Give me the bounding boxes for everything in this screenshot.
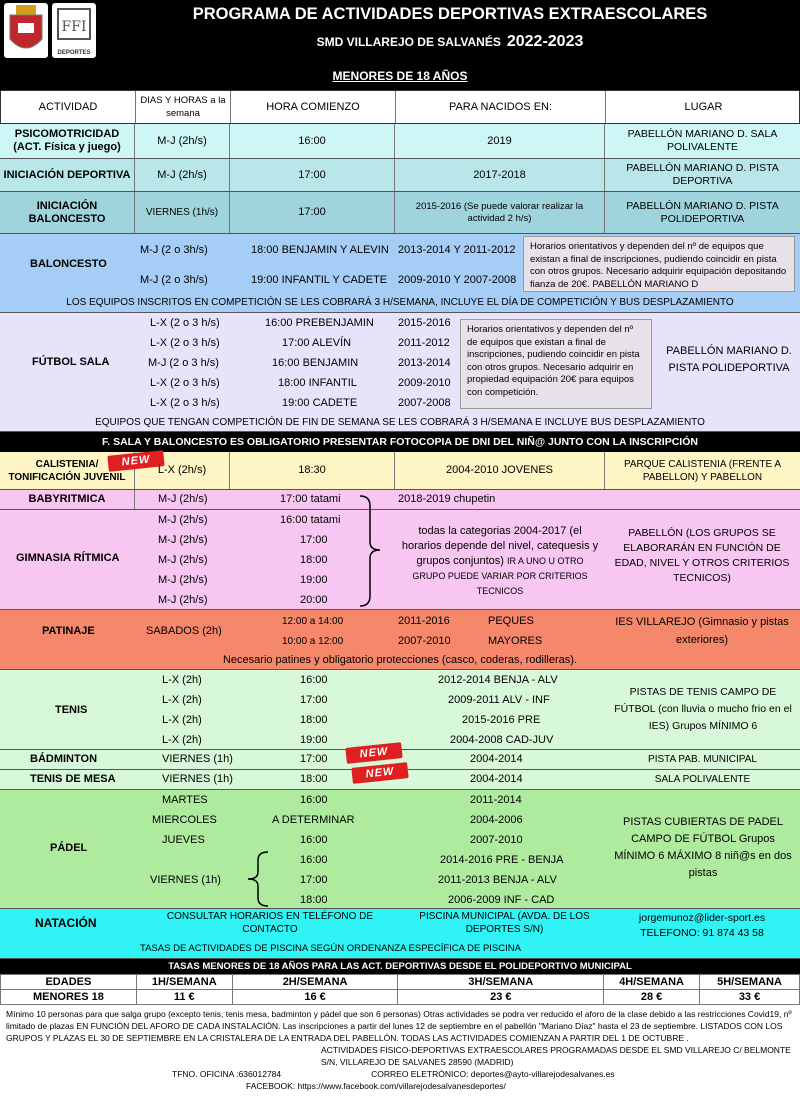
start-time: 16:00 bbox=[300, 834, 328, 846]
born-years: 2019 bbox=[395, 124, 605, 158]
born-years: 2013-2014 Y 2011-2012 bbox=[398, 244, 516, 256]
row-iniciacion-baloncesto bbox=[0, 192, 800, 234]
start-time: 20:00 bbox=[300, 594, 328, 606]
days: M-J (2h/s) bbox=[158, 493, 208, 505]
natacion-fees: TASAS DE ACTIVIDADES DE PISCINA SEGÚN ORDENANZA ESPECÍFICA DE PISCINA bbox=[140, 943, 521, 954]
activity-name: TENIS bbox=[55, 704, 88, 716]
row-natacion bbox=[0, 909, 800, 959]
place: PABELLÓN MARIANO D. PISTA DEPORTIVA bbox=[626, 162, 779, 187]
born-years: 2004-2014 bbox=[470, 773, 523, 785]
days: MARTES bbox=[162, 794, 208, 806]
born-years: 2009-2011 ALV - INF bbox=[448, 694, 550, 706]
place: PABELLÓN MARIANO D. SALA POLIVALENTE bbox=[627, 128, 778, 153]
start-time: 19:00 INFANTIL Y CADETE bbox=[251, 274, 388, 286]
start-time: 19:00 CADETE bbox=[282, 397, 358, 409]
start-time: 16:00 tatami bbox=[280, 514, 341, 526]
start-time: 17:00 bbox=[300, 753, 328, 765]
days: M-J (2 o 3h/s) bbox=[140, 274, 208, 286]
start-time: 17:00 bbox=[230, 159, 395, 191]
born-years: 2009-2010 bbox=[398, 377, 451, 389]
footer-email[interactable]: CORREO ELETRÓNICO: deportes@ayto-villarejodesalvanes.es bbox=[371, 1069, 615, 1079]
born-years: 2011-2016 bbox=[398, 615, 450, 627]
born-years: 2007-2010 bbox=[470, 834, 523, 846]
row-babyritmica bbox=[0, 490, 800, 510]
season: 2022-2023 bbox=[506, 33, 584, 50]
activity-name: NATACIÓN bbox=[35, 916, 97, 930]
days: MIERCOLES bbox=[152, 814, 217, 826]
col-born: PARA NACIDOS EN: bbox=[396, 91, 606, 123]
place: PISTAS CUBIERTAS DE PADEL CAMPO DE FÚTBOL Grupos MÍNIMO 6 MÁXIMO 8 niñ@s en dos pistas bbox=[614, 816, 792, 879]
svg-text:FFI: FFI bbox=[61, 19, 87, 35]
born-years: 2011-2013 BENJA - ALV bbox=[438, 874, 557, 886]
days: L-X (2h) bbox=[162, 714, 202, 726]
fees-value: 11 € bbox=[136, 990, 232, 1005]
born-years: 2004-2006 bbox=[470, 814, 523, 826]
footer-phone: TFNO. OFICINA :636012784 bbox=[172, 1069, 282, 1079]
activity-name: INICIACIÓN DEPORTIVA bbox=[0, 159, 135, 191]
born-description: todas la categorias 2004-2017 (el horarios depende del nivel, catequesis y grupos conjuntos) IR A UNO U OTRO GRUPO PUEDE VARIAR POR CRITERIOS TECNICOS bbox=[401, 525, 599, 596]
futbol-note: Horarios orientativos y dependen del nº de equipos que existan a final de inscripciones, pudiendo coincidir en pista con otros grupos. Necesario adquirir en propiedad equipación 20€ para equipos con competición. bbox=[460, 319, 652, 409]
born-years: 2011-2012 bbox=[398, 337, 450, 349]
start-time: 10:00 a 12:00 bbox=[282, 636, 344, 647]
futbol-footer: EQUIPOS QUE TENGAN COMPETICIÓN DE FIN DE SEMANA SE LES COBRARÁ 3 H/SEMANA E INCLUYE BUS DESPLAZAMIENTO bbox=[95, 417, 705, 428]
row-calistenia bbox=[0, 452, 800, 490]
new-badge: NEW bbox=[351, 762, 408, 784]
born-years: 2012-2014 BENJA - ALV bbox=[438, 674, 558, 686]
born-years: 2015-2016 bbox=[398, 317, 451, 329]
days: M-J (2h/s) bbox=[135, 159, 230, 191]
fees-title: TASAS MENORES DE 18 AÑOS PARA LAS ACT. DEPORTIVAS DESDE EL POLIDEPORTIVO MUNICIPAL bbox=[0, 959, 800, 974]
days: L-X (2 o 3 h/s) bbox=[150, 337, 220, 349]
days: L-X (2 o 3 h/s) bbox=[150, 397, 220, 409]
row-tenis bbox=[0, 670, 800, 750]
brace-icon bbox=[356, 494, 386, 608]
contact bbox=[607, 911, 797, 941]
start-time: 12:00 a 14:00 bbox=[282, 616, 344, 627]
born-years: 2017-2018 bbox=[395, 159, 605, 191]
days: M-J (2h/s) bbox=[158, 514, 208, 526]
fees-header: 2H/SEMANA bbox=[232, 975, 398, 990]
days: VIERNES (1h) bbox=[150, 874, 221, 886]
new-badge: NEW bbox=[107, 450, 164, 472]
column-headers bbox=[0, 90, 800, 124]
fees-header: EDADES bbox=[1, 975, 137, 990]
days: L-X (2 o 3 h/s) bbox=[150, 377, 220, 389]
col-place: LUGAR bbox=[684, 100, 723, 113]
activity-name: PSICOMOTRICIDAD (ACT. Física y juego) bbox=[0, 124, 135, 158]
row-gimnasia-ritmica bbox=[0, 510, 800, 610]
col-days: DIAS Y HORAS a la semana bbox=[136, 91, 231, 123]
born-years: 2015-2016 (Se puede valorar realizar la actividad 2 h/s) bbox=[395, 192, 605, 233]
row-patinaje bbox=[0, 610, 800, 670]
fees-value: 16 € bbox=[232, 990, 398, 1005]
start-time: 16:00 bbox=[300, 854, 328, 866]
start-time: 16:00 PREBENJAMIN bbox=[265, 317, 374, 329]
start-time: 18:00 INFANTIL bbox=[278, 377, 357, 389]
footer-address: ACTIVIDADES FISICO-DEPORTIVAS EXTRAESCOLARES PROGRAMADAS DESDE EL SMD VILLAREJO C/ BELMONTE S/N, VILLAREJO DE SALVANES 28590 (MADRID) bbox=[321, 1045, 791, 1067]
start-time: A DETERMINAR bbox=[272, 814, 355, 826]
start-time: 17:00 bbox=[300, 694, 328, 706]
fees-value: 23 € bbox=[398, 990, 604, 1005]
dni-notice: F. SALA Y BALONCESTO ES OBLIGATORIO PRESENTAR FOTOCOPIA DE DNI DEL NIÑ@ JUNTO CON LA INSCRIPCIÓN bbox=[0, 432, 800, 452]
place: PISTAS DE TENIS CAMPO DE FÚTBOL (con lluvia o mucho frio en el IES) Grupos MÍNIMO 6 bbox=[614, 686, 792, 732]
days: VIERNES (1h) bbox=[162, 753, 233, 765]
days: M-J (2h/s) bbox=[158, 574, 208, 586]
row-baloncesto bbox=[0, 234, 800, 313]
days: CONSULTAR HORARIOS EN TELÉFONO DE CONTACTO bbox=[166, 911, 374, 935]
activity-name: INICIACIÓN BALONCESTO bbox=[0, 192, 135, 233]
page-header bbox=[0, 0, 800, 62]
activity-name: PATINAJE bbox=[42, 625, 95, 637]
days: L-X (2h) bbox=[162, 674, 202, 686]
start-time: 18:00 BENJAMIN Y ALEVIN bbox=[251, 244, 389, 256]
days: M-J (2h/s) bbox=[135, 124, 230, 158]
fees-value: MENORES 18 bbox=[1, 990, 137, 1005]
start-time: 18:00 bbox=[300, 554, 328, 566]
group: MAYORES bbox=[488, 635, 543, 647]
fees-header: 3H/SEMANA bbox=[398, 975, 604, 990]
page-footer bbox=[0, 1006, 800, 1108]
col-activity: ACTIVIDAD bbox=[1, 91, 136, 123]
activity-name: PÁDEL bbox=[50, 842, 88, 854]
town-shield-logo bbox=[4, 3, 48, 58]
start-time: 17:00 tatami bbox=[280, 493, 341, 505]
born-years: 2011-2014 bbox=[470, 794, 522, 806]
place: PARQUE CALISTENIA (FRENTE A PABELLON) Y PABELLON bbox=[623, 458, 782, 483]
start-time: 16:00 bbox=[230, 124, 395, 158]
footer-facebook-link[interactable]: FACEBOOK: https://www.facebook.com/villarejodesalvanesdeportes/ bbox=[246, 1081, 506, 1091]
days: L-X (2h) bbox=[162, 734, 202, 746]
start-time: 17:00 bbox=[300, 874, 328, 886]
born-years: 2004-2014 bbox=[470, 753, 523, 765]
start-time: 18:30 bbox=[230, 452, 395, 489]
row-iniciacion-deportiva bbox=[0, 159, 800, 192]
brace-icon bbox=[232, 850, 272, 908]
fees-value: 28 € bbox=[604, 990, 700, 1005]
page-title: PROGRAMA DE ACTIVIDADES DEPORTIVAS EXTRAESCOLARES bbox=[192, 5, 708, 23]
activity-name: BÁDMINTON bbox=[30, 753, 98, 765]
place: PABELLÓN MARIANO D. PISTA POLIDEPORTIVA bbox=[626, 199, 779, 225]
born-years: 2006-2009 INF - CAD bbox=[448, 894, 555, 906]
born-years: 2013-2014 bbox=[398, 357, 451, 369]
days: VIERNES (1h/s) bbox=[135, 192, 230, 233]
activity-name: GIMNASIA RÍTMICA bbox=[16, 552, 120, 564]
days: L-X (2h) bbox=[162, 694, 202, 706]
start-time: 18:00 bbox=[300, 894, 328, 906]
start-time: 16:00 bbox=[300, 794, 328, 806]
activity-name: CALISTENIA/ TONIFICACIÓN JUVENIL bbox=[0, 452, 135, 489]
start-time: 17:00 bbox=[300, 534, 328, 546]
days: L-X (2 o 3 h/s) bbox=[150, 317, 220, 329]
group: PEQUES bbox=[488, 615, 534, 627]
fees-header-row bbox=[1, 975, 800, 990]
activity-name: BALONCESTO bbox=[30, 258, 107, 270]
fees-header: 4H/SEMANA bbox=[604, 975, 700, 990]
days: M-J (2h/s) bbox=[158, 554, 208, 566]
fees-value-row bbox=[1, 990, 800, 1005]
start-time: 18:00 bbox=[300, 714, 328, 726]
born-years: 2014-2016 PRE - BENJA bbox=[440, 854, 564, 866]
col-start: HORA COMIENZO bbox=[231, 91, 396, 123]
fees-value: 33 € bbox=[700, 990, 800, 1005]
place: IES VILLAREJO (Gimnasio y pistas exteriores) bbox=[615, 616, 789, 646]
place: PABELLÓN (LOS GRUPOS SE ELABORARÁN EN FUNCIÓN DE EDAD, NIVEL Y OTROS CRITERIOS TECNICOS) bbox=[614, 527, 790, 584]
place: PABELLÓN MARIANO D. PISTA POLIDEPORTIVA bbox=[666, 345, 792, 374]
born-years: 2004-2010 JOVENES bbox=[395, 452, 605, 489]
days: VIERNES (1h) bbox=[162, 773, 233, 785]
row-psicomotricidad bbox=[0, 124, 800, 159]
days: M-J (2 o 3h/s) bbox=[140, 244, 208, 256]
start-time: 16:00 bbox=[300, 674, 328, 686]
days: JUEVES bbox=[162, 834, 205, 846]
patinaje-footer: Necesario patines y obligatorio protecciones (casco, coderas, rodilleras). bbox=[222, 654, 577, 666]
born-years: 2007-2010 bbox=[398, 635, 451, 647]
born-years: 2018-2019 chupetin bbox=[398, 493, 496, 505]
section-title: MENORES DE 18 AÑOS bbox=[0, 62, 800, 90]
start-time: 16:00 BENJAMIN bbox=[272, 357, 359, 369]
start-time: 17:00 bbox=[230, 192, 395, 233]
activity-name: FÚTBOL SALA bbox=[32, 356, 110, 368]
start-time: 17:00 ALEVÍN bbox=[282, 337, 352, 349]
days: L-X (2h/s) bbox=[135, 452, 230, 489]
born-years: 2007-2008 bbox=[398, 397, 451, 409]
baloncesto-footer: LOS EQUIPOS INSCRITOS EN COMPETICIÓN SE LES COBRARÁ 3 H/SEMANA, INCLUYE EL DÍA DE COMPETICIÓN Y BUS DESPLAZAMIENTO bbox=[66, 297, 734, 308]
new-badge: NEW bbox=[345, 742, 402, 764]
activity-name: TENIS DE MESA bbox=[30, 773, 116, 785]
fees-table bbox=[0, 974, 800, 1005]
row-padel bbox=[0, 790, 800, 909]
place: SALA POLIVALENTE bbox=[654, 774, 751, 785]
contact-phone: TELEFONO: 91 874 43 58 bbox=[640, 927, 764, 939]
start-time: 18:00 bbox=[300, 773, 328, 785]
fees-header: 5H/SEMANA bbox=[700, 975, 800, 990]
start-time: 19:00 bbox=[300, 574, 328, 586]
pool-place: PISCINA MUNICIPAL (AVDA. DE LOS DEPORTES S/N) bbox=[419, 911, 590, 935]
days: SABADOS (2h) bbox=[146, 625, 222, 637]
row-tenis-mesa bbox=[0, 765, 800, 790]
fees-header: 1H/SEMANA bbox=[136, 975, 232, 990]
start-time: 19:00 bbox=[300, 734, 328, 746]
baloncesto-note: Horarios orientativos y dependen del nº de equipos que existan a final de inscripciones, pudiendo coincidir en pista con otros grupos. Necesario adquirir equipación depositando fianza de 20€. PABELLÓN MARIANO D bbox=[523, 236, 795, 292]
born-years: 2015-2016 PRE bbox=[462, 714, 541, 726]
born-years: 2009-2010 Y 2007-2008 bbox=[398, 274, 517, 286]
deportes-logo: FFI DEPORTES bbox=[52, 3, 96, 58]
born-years: 2004-2008 CAD-JUV bbox=[450, 734, 554, 746]
page-subtitle: SMD VILLAREJO DE SALVANÉS 2022-2023 bbox=[316, 33, 584, 50]
contact-email[interactable]: jorgemunoz@lider-sport.es bbox=[638, 912, 766, 924]
days: M-J (2h/s) bbox=[158, 534, 208, 546]
row-futbol-sala bbox=[0, 313, 800, 432]
footer-text: Mínimo 10 personas para que salga grupo (excepto tenis, tenis mesa, badminton y pádel que son 6 personas) Otras actividades se podra ver reducido el aforo de la clase debido a las restricciones Covid19, nº limitado de plazas EN FUNCIÓN DEL AFORO DE CADA INSTALACIÓN. Las inscripciones a partir del lunes 12 de septiembre en el pabellón "Mariano Díaz" hasta el 23 de septiembre. LISTADOS CON LOS GRUPOS Y PLAZAS EL 30 DE SEPTIEMBRE EN LA CRISTALERA DE LA ENTRADA DEL PABELLÓN. TODAS LAS ACTIVIDADES COMIENZAN A PARTIR DEL 1 DE OCTUBRE . bbox=[6, 1009, 792, 1043]
days: M-J (2 o 3 h/s) bbox=[148, 357, 219, 369]
activity-name: BABYRITMICA bbox=[0, 490, 135, 509]
place: PISTA PAB. MUNICIPAL bbox=[648, 754, 757, 765]
days: M-J (2h/s) bbox=[158, 594, 208, 606]
